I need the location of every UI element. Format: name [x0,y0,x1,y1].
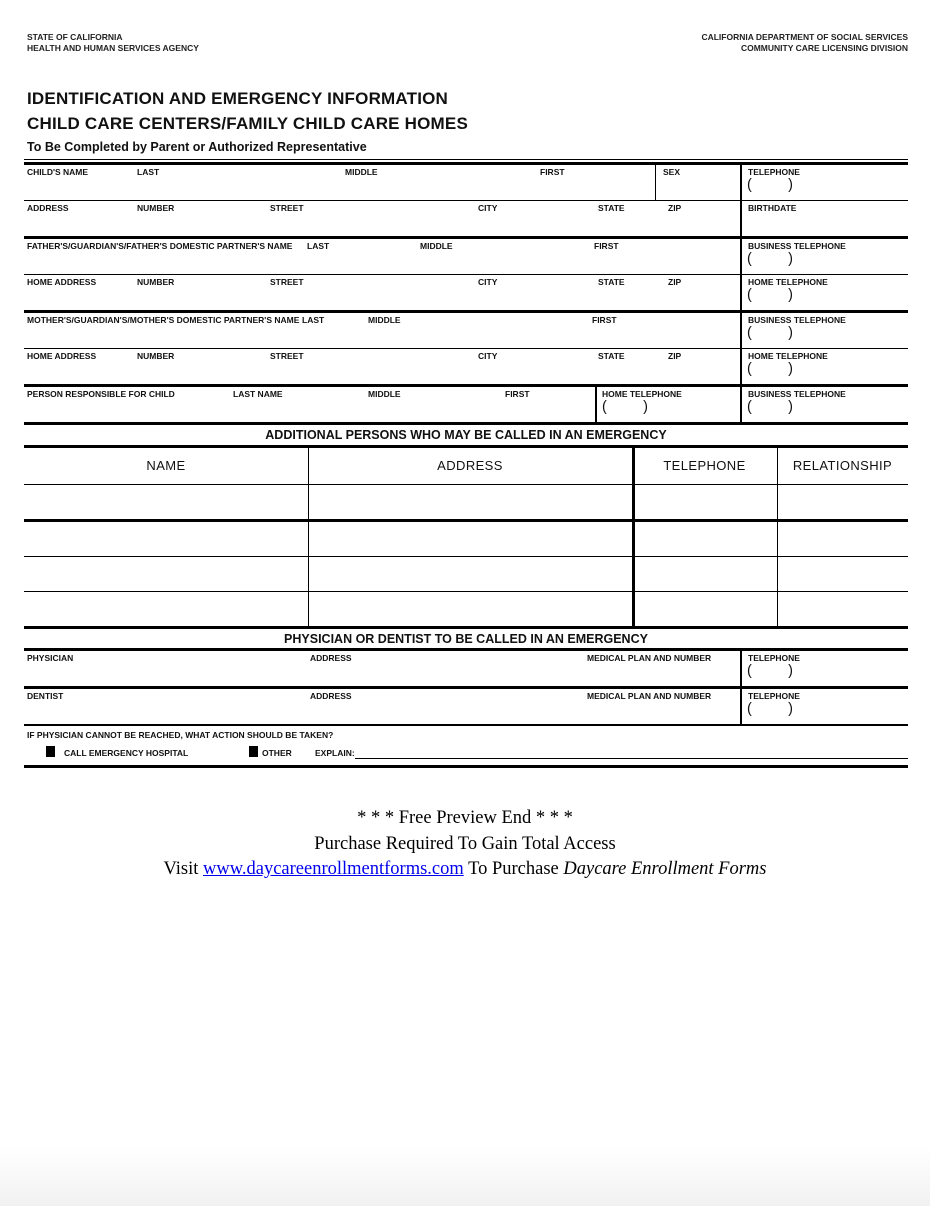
call-emergency-hospital-checkbox [46,746,55,757]
action-block [24,726,908,768]
telephone-cell [740,651,908,686]
call-emergency-hospital-label: CALL EMERGENCY HOSPITAL [64,748,189,758]
state-label: STATE [598,351,625,361]
home-telephone-cell [740,349,908,384]
sex-divider [655,165,656,200]
table-row [24,556,908,591]
first-label: FIRST [505,389,530,399]
medical-plan-label: MEDICAL PLAN AND NUMBER [587,653,712,663]
business-telephone-cell [740,387,908,422]
col-telephone-header: TELEPHONE [663,458,746,473]
col-name-header: NAME [146,458,186,473]
zip-label: ZIP [668,277,682,287]
telephone-parens: ( ) [747,251,793,267]
first-label: FIRST [540,167,565,177]
business-telephone-cell [740,239,908,274]
mother-name-row [24,313,908,348]
dentist-row [24,689,908,724]
telephone-label: TELEPHONE [748,653,800,663]
city-label: CITY [478,351,498,361]
letterhead-right [701,32,908,53]
zip-label: ZIP [668,203,682,213]
person-responsible-label: PERSON RESPONSIBLE FOR CHILD [27,389,175,399]
home-telephone-cell [740,275,908,310]
birthdate-cell [740,201,908,236]
middle-label: MIDDLE [345,167,378,177]
telephone-parens: ( ) [747,287,793,303]
home-address-label: HOME ADDRESS [27,277,97,287]
last-name-label: LAST NAME [233,389,283,399]
telephone-parens: ( ) [747,399,793,415]
number-label: NUMBER [137,277,175,287]
last-label: LAST [302,315,325,325]
explain-line [355,758,908,759]
telephone-parens: ( ) [747,361,793,377]
physician-row [24,651,908,686]
additional-persons-table [24,445,908,629]
telephone-parens: ( ) [602,399,648,415]
street-label: STREET [270,351,304,361]
middle-label: MIDDLE [420,241,453,251]
telephone-parens: ( ) [747,325,793,341]
telephone-label: TELEPHONE [748,167,800,177]
address-label: ADDRESS [27,203,69,213]
telephone-cell [740,165,908,200]
letterhead-left [27,32,199,53]
product-name-text: Daycare Enrollment Forms [563,859,767,879]
father-address-row [24,275,908,310]
home-telephone-label: HOME TELEPHONE [602,389,682,399]
middle-label: MIDDLE [368,315,401,325]
form-title-line2: CHILD CARE CENTERS/FAMILY CHILD CARE HOMES [27,114,468,133]
physician-label: PHYSICIAN [27,653,74,663]
to-purchase-text: To Purchase [463,859,564,879]
home-telephone-label: HOME TELEPHONE [748,277,828,287]
address-label: ADDRESS [310,653,352,663]
explain-label: EXPLAIN: [315,748,355,758]
col-address-header: ADDRESS [437,458,503,473]
table-header-row [24,448,908,484]
telephone-label: TELEPHONE [748,691,800,701]
business-telephone-label: BUSINESS TELEPHONE [748,389,846,399]
address-label: ADDRESS [310,691,352,701]
business-telephone-label: BUSINESS TELEPHONE [748,315,846,325]
father-name-row [24,239,908,274]
child-name-label: CHILD'S NAME [27,167,89,177]
table-row [24,484,908,519]
telephone-cell [740,689,908,724]
business-telephone-cell [740,313,908,348]
other-checkbox [249,746,258,757]
additional-persons-title: ADDITIONAL PERSONS WHO MAY BE CALLED IN AN EMERGENCY [265,428,667,442]
city-label: CITY [478,277,498,287]
state-label: STATE [598,277,625,287]
father-name-label: FATHER'S/GUARDIAN'S/FATHER'S DOMESTIC PARTNER'S NAME [27,241,293,251]
person-responsible-row [24,387,908,422]
city-label: CITY [478,203,498,213]
form-subtitle: To Be Completed by Parent or Authorized Representative [27,140,367,154]
title-block [27,86,468,154]
physician-section [24,629,908,648]
col-relationship-header: RELATIONSHIP [792,458,893,473]
middle-label: MIDDLE [368,389,401,399]
last-label: LAST [307,241,330,251]
form-body [24,159,908,768]
child-address-row [24,201,908,236]
state-line: STATE OF CALIFORNIA [27,32,123,42]
visit-text: Visit [163,859,203,879]
department-line: CALIFORNIA DEPARTMENT OF SOCIAL SERVICES [701,32,908,42]
enrollment-forms-link[interactable]: www.daycareenrollmentforms.com [202,859,464,879]
first-label: FIRST [592,315,617,325]
medical-plan-label: MEDICAL PLAN AND NUMBER [587,691,712,701]
table-row [24,519,908,556]
additional-persons-section [24,425,908,445]
physician-dentist-block [24,648,908,768]
action-question: IF PHYSICIAN CANNOT BE REACHED, WHAT ACTION SHOULD BE TAKEN? [27,730,334,740]
home-address-label: HOME ADDRESS [27,351,97,361]
other-label: OTHER [262,748,292,758]
birthdate-label: BIRTHDATE [748,203,797,213]
business-telephone-label: BUSINESS TELEPHONE [748,241,846,251]
telephone-parens: ( ) [747,177,793,193]
table-row [24,591,908,626]
last-label: LAST [137,167,160,177]
home-telephone-label: HOME TELEPHONE [748,351,828,361]
first-label: FIRST [594,241,619,251]
dentist-label: DENTIST [27,691,64,701]
agency-line: HEALTH AND HUMAN SERVICES AGENCY [27,42,199,53]
number-label: NUMBER [137,351,175,361]
child-name-row [24,165,908,200]
number-label: NUMBER [137,203,175,213]
division-line: COMMUNITY CARE LICENSING DIVISION [740,42,908,53]
home-telephone-divider [595,387,597,422]
preview-end-text: * * * Free Preview End * * * [357,808,573,828]
zip-label: ZIP [668,351,682,361]
purchase-text: Purchase Required To Gain Total Access [314,833,616,854]
telephone-parens: ( ) [747,663,793,679]
mother-address-row [24,349,908,384]
state-label: STATE [598,203,625,213]
street-label: STREET [270,203,304,213]
street-label: STREET [270,277,304,287]
telephone-parens: ( ) [747,701,793,717]
preview-footer [0,806,930,883]
sex-label: SEX [663,167,681,177]
physician-section-title: PHYSICIAN OR DENTIST TO BE CALLED IN AN EMERGENCY [284,632,648,646]
form-title-line1: IDENTIFICATION AND EMERGENCY INFORMATION [27,89,449,108]
visit-line [0,857,930,883]
mother-name-label: MOTHER'S/GUARDIAN'S/MOTHER'S DOMESTIC PARTNER'S NAME [27,315,300,325]
